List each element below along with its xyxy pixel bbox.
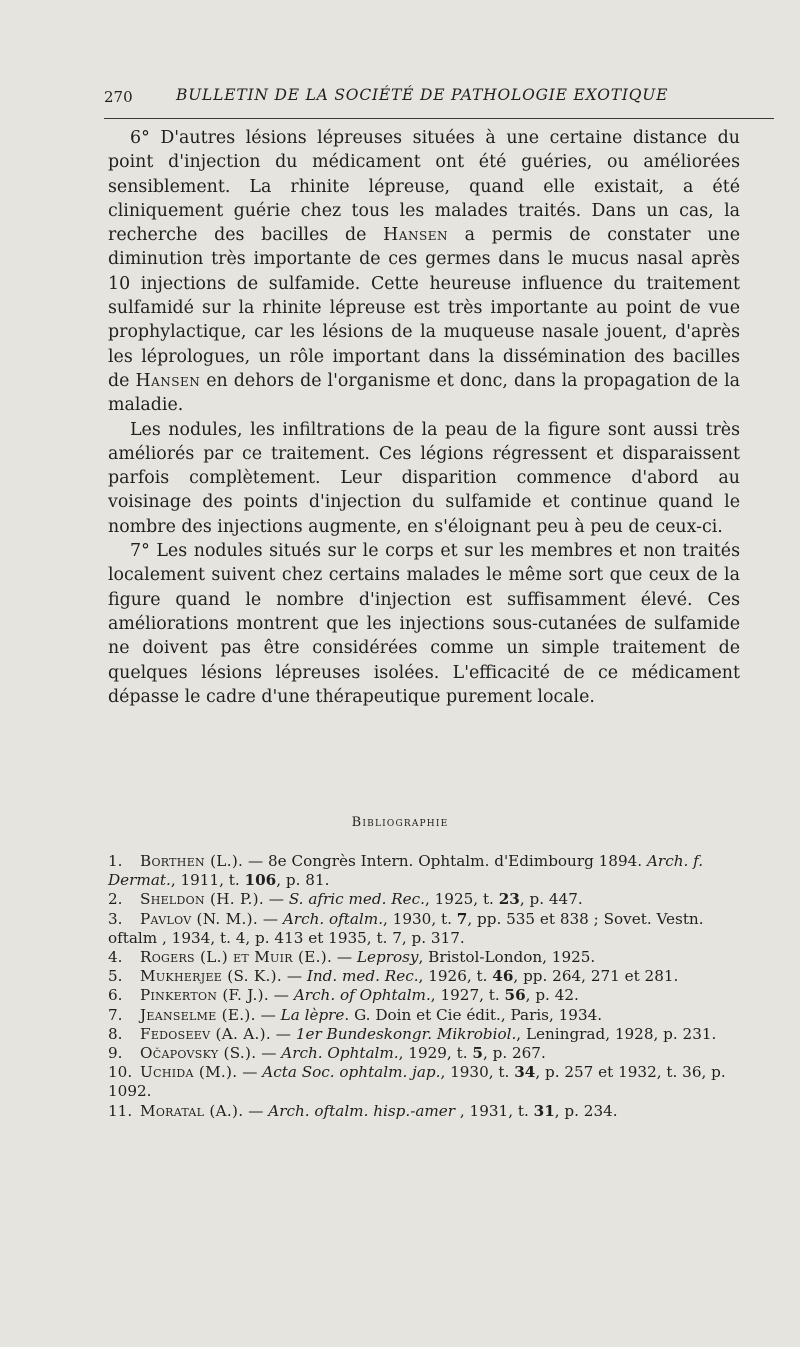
- bibliography-entry-text: , 1930, t.: [383, 909, 457, 928]
- bibliography-entry-number: 10.: [108, 1063, 133, 1082]
- bibliography-entry-journal: Arch. oftalm.: [282, 909, 384, 928]
- bibliography-entry: [108, 986, 740, 1005]
- author-name-hansen: Hansen: [135, 370, 201, 391]
- paragraph-7: 7° Les nodules situés sur le corps et sur les membres et non traités localement suivent chez certains malades le même sort que ceux de la figure quand le nombre d'injection est suffisamment élevé. Ces améliorations montrent que les injections sous-cutanées de sulfamide ne doivent pas être considérées comme un simple traitement de quelques lésions lépreuses isolées. L'efficacité de ce médicament dépasse le cadre d'une thérapeutique purement locale.: [108, 541, 740, 707]
- bibliography-entry-volume: 7: [456, 909, 468, 928]
- paragraph-6-part-a: 6° D'autres lésions lépreuses situées à une certaine distance du point d'injection du médicament ont été guéries, ou améliorées sensiblement. La rhinite lépreuse, quand elle existait, a été cliniquement guérie chez tous les malades traités. Dans un cas, la recherche des bacilles de: [108, 128, 740, 246]
- bibliography-entry-author: Uchida (M.).: [140, 1063, 238, 1082]
- bibliography-entry-text: —: [237, 1063, 263, 1082]
- bibliography-entry-number: 8.: [108, 1024, 123, 1043]
- bibliography-entry-volume: 5: [472, 1044, 483, 1063]
- bibliography-list: [108, 852, 740, 1121]
- bibliography-entry-journal: Leprosy: [356, 948, 419, 967]
- author-name-hansen: Hansen: [383, 225, 448, 246]
- bibliography-entry-text: —: [332, 948, 357, 967]
- bibliography-entry-text: , pp. 264, 271 et 281.: [513, 967, 679, 986]
- bibliography-entry-text: —: [255, 1005, 281, 1024]
- bibliography-entry-number: 2.: [108, 890, 123, 909]
- bibliography-entry-text: , Bristol-London, 1925.: [418, 948, 596, 967]
- bibliography-entry-text: —: [268, 986, 294, 1005]
- bibliography-entry-author: Fedoseev (A. A.).: [140, 1024, 271, 1043]
- bibliography-entry-number: 3.: [108, 909, 123, 928]
- bibliography-heading: Bibliographie: [351, 815, 449, 830]
- bibliography-entry-text: , p. 42.: [525, 986, 579, 1005]
- bibliography-entry: [108, 1006, 740, 1025]
- bibliography-entry-journal: La lèpre: [280, 1005, 345, 1024]
- bibliography-entry-text: —: [282, 967, 307, 986]
- running-title: BULLETIN DE LA SOCIÉTÉ DE PATHOLOGIE EXOTIQUE: [176, 86, 669, 104]
- bibliography-entry-text: —: [258, 909, 283, 928]
- bibliography-entry-journal: 1er Bundeskongr. Mikrobiol.: [295, 1024, 517, 1043]
- bibliography-entry-text: —: [256, 1044, 282, 1063]
- bibliography-entry-text: , Leningrad, 1928, p. 231.: [516, 1024, 717, 1043]
- bibliography-entry-author: Pavlov (N. M.).: [140, 909, 258, 928]
- bibliography-entry-journal: Arch. oftalm. hisp.-amer: [268, 1101, 456, 1120]
- bibliography-entry-text: , p. 257 et 1932, t. 36, p. 1092.: [108, 1063, 726, 1101]
- bibliography-entry-author: Jeanselme (E.).: [140, 1005, 256, 1024]
- bibliography-entry: [108, 852, 740, 890]
- paragraph-nodules: Les nodules, les infiltrations de la peau de la figure sont aussi très améliorés par ce traitement. Ces légions régressent et disparaissent parfois complètement. Leur disparition commence d'abord au voisinage des points d'injection du sulfamide et continue quand le nombre des injections augmente, en s'éloignant peu à peu de ceux-ci.: [108, 419, 740, 537]
- bibliography-entry-author: Mukherjee (S. K.).: [140, 967, 283, 986]
- bibliography-entry-number: 11.: [108, 1101, 133, 1120]
- bibliography-entry: [108, 967, 740, 986]
- bibliography-entry-journal: Arch. Ophtalm.: [281, 1044, 399, 1063]
- bibliography-entry-volume: 23: [498, 890, 520, 909]
- bibliography-entry-text: , 1929, t.: [398, 1044, 473, 1063]
- bibliography-entry-text: —: [263, 890, 289, 909]
- body-text: [108, 126, 740, 709]
- running-header: [104, 86, 770, 112]
- page-number: 270: [104, 88, 133, 106]
- bibliography-entry-text: —: [243, 1101, 269, 1120]
- bibliography-entry-text: , pp. 535 et 838 ; Sovet. Vestn. oftalm , 1934, t. 4, p. 413 et 1935, t. 7, p. 317.: [108, 909, 704, 947]
- bibliography-entry-text: — 8e Congrès Intern. Ophtalm. d'Edimbourg 1894.: [243, 852, 647, 870]
- bibliography-entry-number: 9.: [108, 1044, 123, 1063]
- bibliography-entry-journal: Arch. f. Dermat.: [108, 852, 704, 890]
- bibliography-entry-author: Moratal (A.).: [140, 1101, 244, 1120]
- bibliography-entry: [108, 1102, 740, 1121]
- bibliography-entry: [108, 910, 740, 948]
- bibliography-entry: [108, 1025, 740, 1044]
- bibliography-entry-volume: 56: [504, 986, 526, 1005]
- bibliography-entry-volume: 34: [514, 1063, 536, 1082]
- bibliography-entry-author: Pinkerton (F. J.).: [140, 986, 269, 1005]
- bibliography-entry: [108, 948, 740, 967]
- bibliography-entry-number: 5.: [108, 967, 123, 986]
- bibliography-entry-volume: 46: [492, 967, 514, 986]
- bibliography-entry-text: , p. 447.: [519, 890, 583, 909]
- bibliography-entry-text: —: [270, 1024, 296, 1043]
- paragraph-6-part-b: a permis de constater une diminution très importante de ces germes dans le mucus nasal après 10 injections de sulfamide. Cette heureuse influence du traitement sulfamidé sur la rhinite lépreuse est très importante au point de vue prophylactique, car les lésions de la muqueuse nasale jouent, d'après les léprologues, un rôle important dans la dissémination des bacilles de: [108, 225, 740, 391]
- paragraph-6-part-c: en dehors de l'organisme et donc, dans la propagation de la maladie.: [108, 370, 740, 416]
- bibliography-entry-volume: 106: [244, 871, 277, 890]
- bibliography-entry-text: , p. 267.: [482, 1044, 546, 1063]
- bibliography-entry-number: 1.: [108, 852, 123, 870]
- bibliography-entry-text: , 1931, t.: [455, 1101, 534, 1120]
- bibliography-entry-author: Očapovsky (S.).: [140, 1044, 257, 1063]
- bibliography-entry-text: , 1911, t.: [170, 871, 245, 890]
- bibliography-entry-journal: Arch. of Ophtalm.: [293, 986, 431, 1005]
- bibliography-entry-text: , 1930, t.: [440, 1063, 515, 1082]
- bibliography-entry-text: , 1926, t.: [418, 967, 493, 986]
- bibliography-entry-number: 6.: [108, 986, 123, 1005]
- bibliography-entry-author: Sheldon (H. P.).: [140, 890, 264, 909]
- bibliography-entry-text: , 1927, t.: [430, 986, 505, 1005]
- bibliography-entry-text: , 1925, t.: [424, 890, 499, 909]
- paragraph-6: [108, 126, 740, 418]
- bibliography-entry: [108, 890, 740, 909]
- bibliography-entry-number: 4.: [108, 948, 123, 967]
- bibliography-entry-text: , p. 234.: [554, 1101, 618, 1120]
- bibliography-entry-journal: Ind. med. Rec.: [306, 967, 419, 986]
- bibliography-entry: [108, 1044, 740, 1063]
- bibliography-entry-text: . G. Doin et Cie édit., Paris, 1934.: [344, 1005, 603, 1024]
- bibliography-entry-author: Borthen (L.).: [140, 852, 244, 870]
- bibliography-entry-volume: 31: [533, 1101, 555, 1120]
- bibliography-entry-number: 7.: [108, 1005, 123, 1024]
- bibliography-entry-journal: S. afric med. Rec.: [288, 890, 425, 909]
- bibliography-entry-author: Rogers (L.) et Muir (E.).: [140, 948, 333, 967]
- bibliography-entry-journal: Acta Soc. ophtalm. jap.: [262, 1063, 441, 1082]
- bibliography-entry: [108, 1063, 740, 1101]
- bibliography-entry-text: , p. 81.: [276, 871, 330, 890]
- header-rule: [104, 118, 774, 119]
